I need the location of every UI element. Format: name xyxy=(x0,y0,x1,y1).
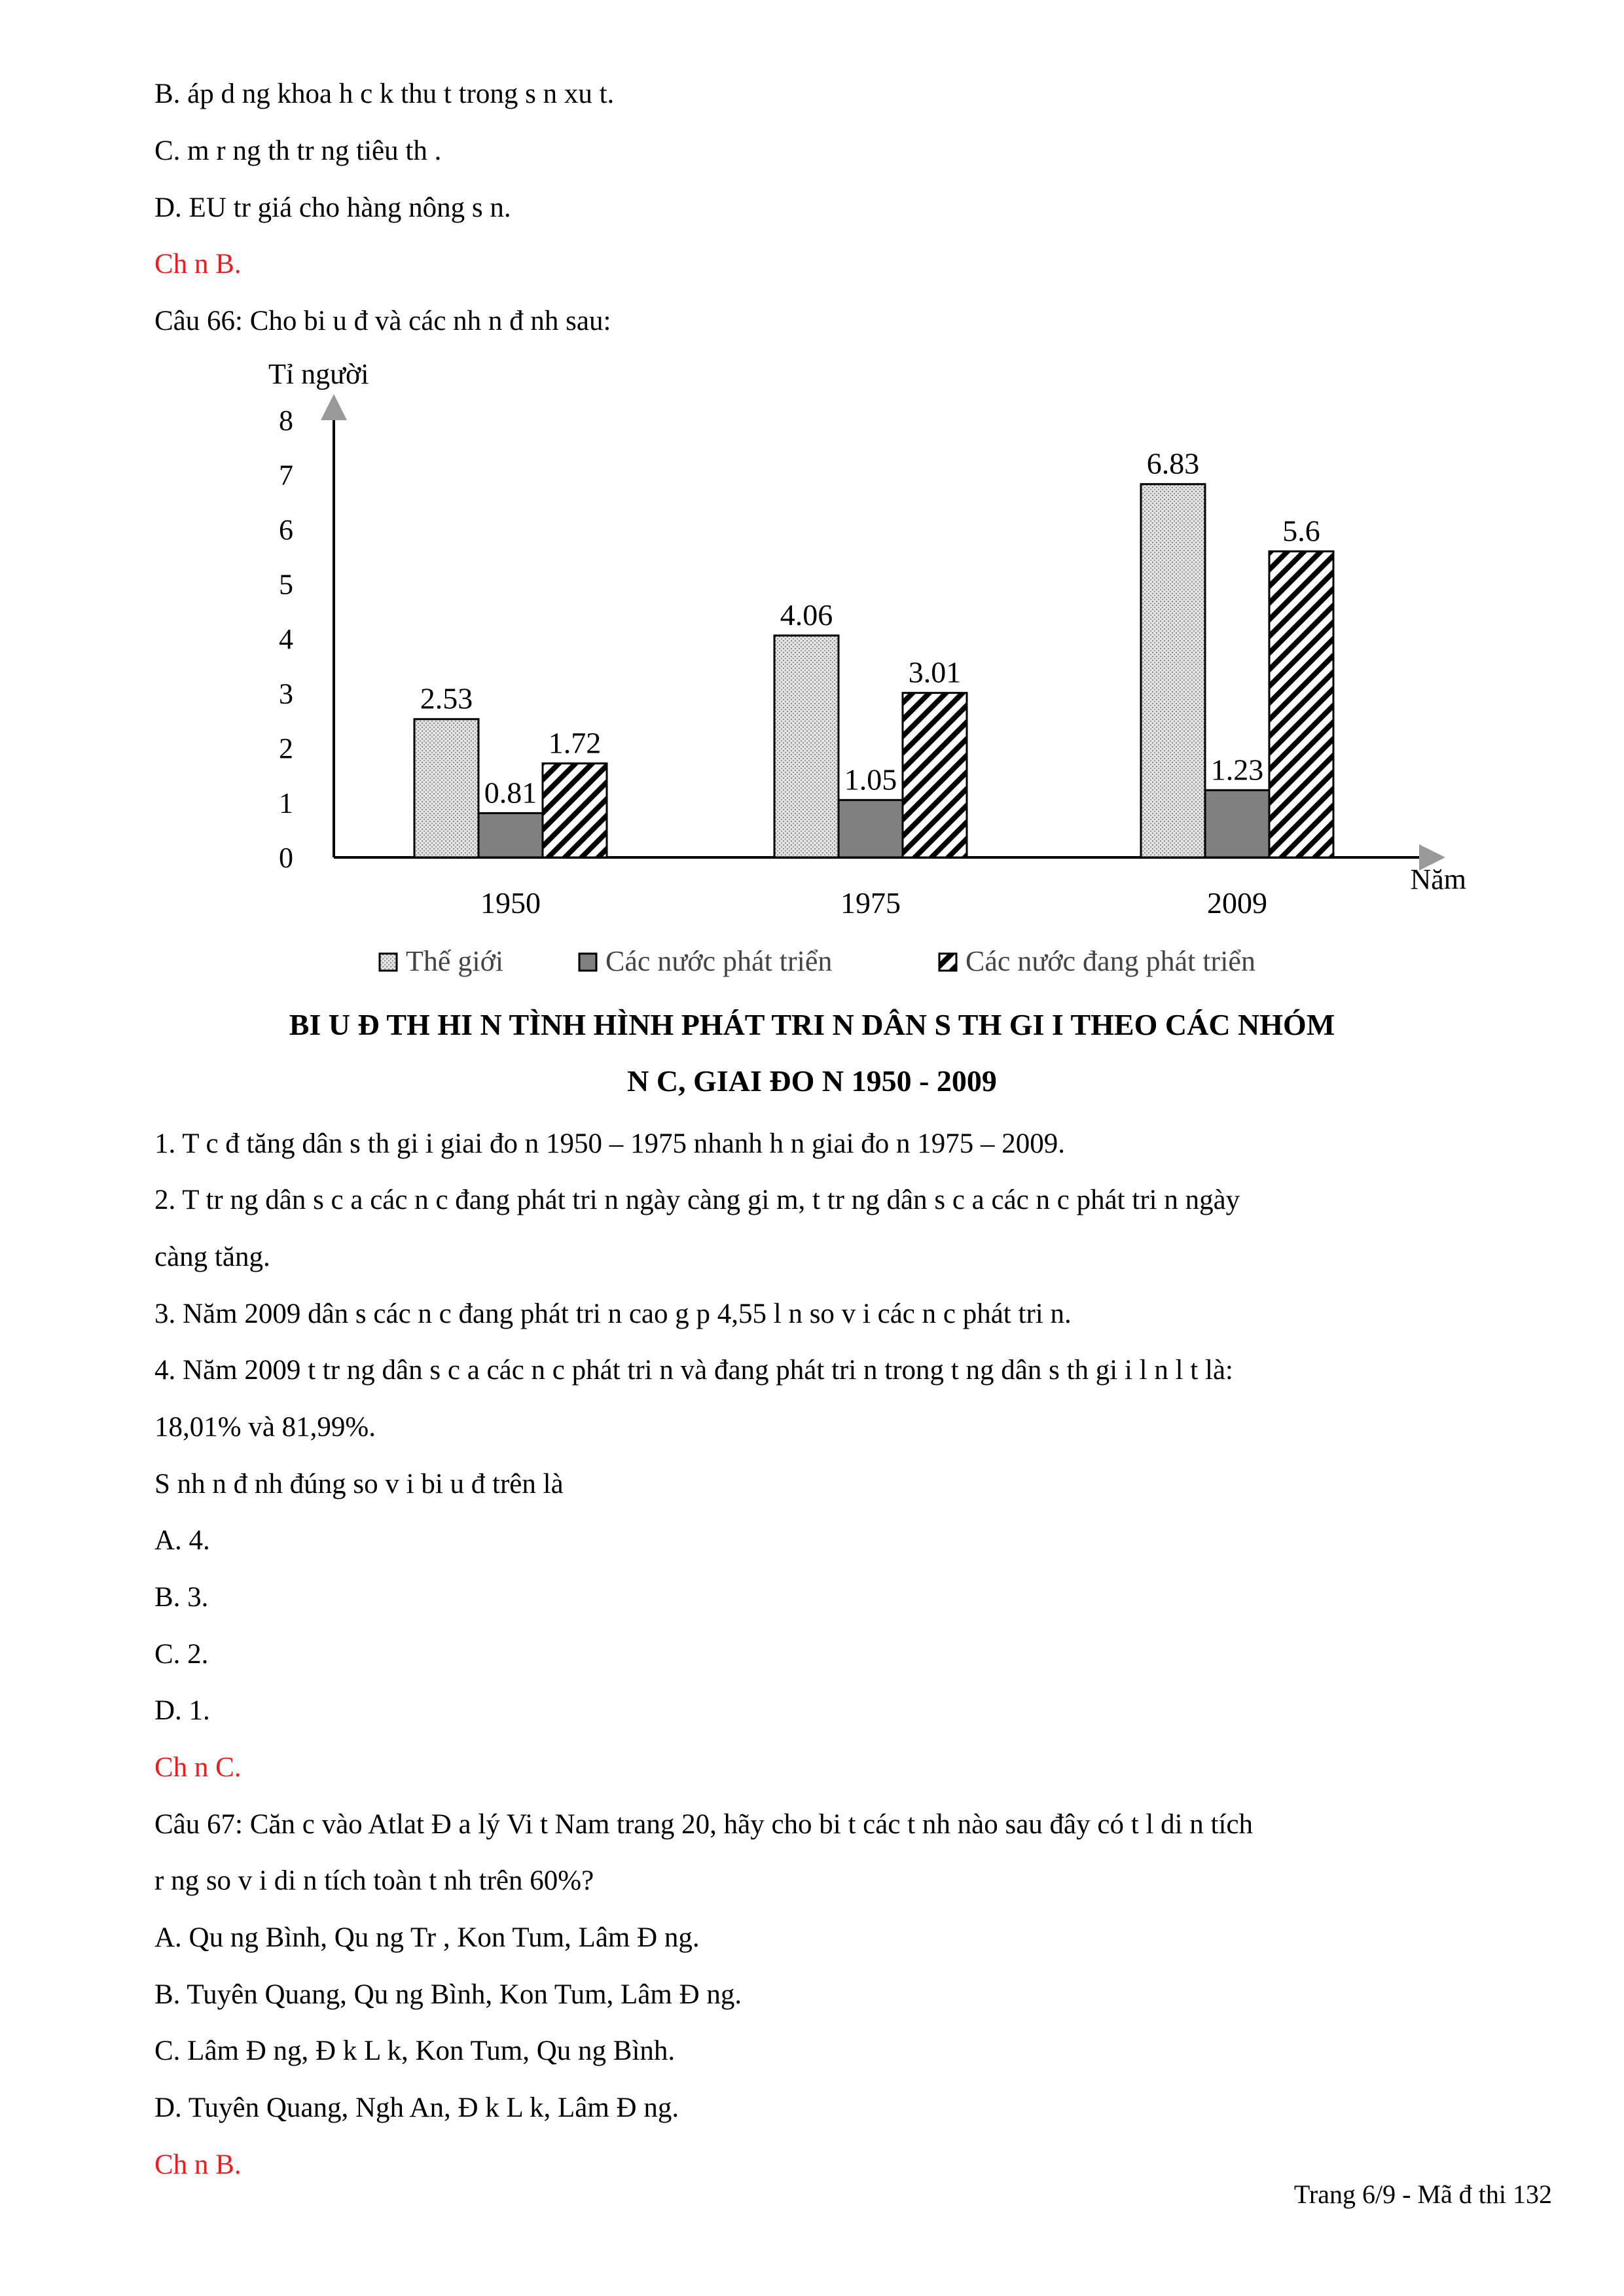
data-label-1950-series-2: 0.81 xyxy=(484,776,537,810)
y-tick-label: 3 xyxy=(279,677,293,710)
data-label-1950-series-1: 2.53 xyxy=(420,681,473,715)
q66-option-d: D. 1. xyxy=(154,1695,210,1726)
q66-statement-2-cont: càng tăng. xyxy=(154,1242,270,1272)
q67-option-d: D. Tuyên Quang, Ngh An, Đ k L k, Lâm Đ ng. xyxy=(154,2092,679,2123)
data-label-1950-series-3: 1.72 xyxy=(548,726,602,760)
q66-option-a: A. 4. xyxy=(154,1525,210,1556)
y-tick-label: 8 xyxy=(279,404,293,437)
data-label-2009-series-1: 6.83 xyxy=(1146,446,1200,480)
y-tick-label: 7 xyxy=(279,459,293,492)
q66-statement-4: 4. Năm 2009 t tr ng dân s c a các n c phát tri n và đang phát tri n trong t ng dân s th gi i l n l t là: xyxy=(154,1355,1233,1386)
x-tick-label: 1950 xyxy=(480,886,541,920)
q66-statement-3: 3. Năm 2009 dân s các n c đang phát tri n cao g p 4,55 l n so v i các n c phát tri n. xyxy=(154,1299,1072,1329)
x-tick-label: 2009 xyxy=(1207,886,1267,920)
bar-2009-series-1 xyxy=(1141,484,1205,857)
bar-1950-series-1 xyxy=(414,719,478,857)
prev-option-b: B. áp d ng khoa h c k thu t trong s n xu t. xyxy=(154,79,615,109)
population-bar-chart xyxy=(249,353,1479,1008)
y-tick-label: 5 xyxy=(279,568,293,601)
q66-answer: Ch n C. xyxy=(154,1752,242,1783)
legend-label-3: Các nước đang phát triển xyxy=(965,945,1255,977)
q67-option-b: B. Tuyên Quang, Qu ng Bình, Kon Tum, Lâm Đ ng. xyxy=(154,1979,742,2010)
q66-statement-1: 1. T c đ tăng dân s th gi i giai đo n 1950 – 1975 nhanh h n giai đo n 1975 – 2009. xyxy=(154,1128,1066,1159)
q67-option-a: A. Qu ng Bình, Qu ng Tr , Kon Tum, Lâm Đ ng. xyxy=(154,1922,700,1953)
legend-swatch-3 xyxy=(939,954,956,971)
chart-title-line-2: N C, GIAI ĐO N 1950 - 2009 xyxy=(627,1064,997,1098)
y-tick-label: 0 xyxy=(279,842,293,874)
q67-question-line-1: Câu 67: Căn c vào Atlat Đ a lý Vi t Nam trang 20, hãy cho bi t các t nh nào sau đây có t l di n tích xyxy=(154,1809,1254,1840)
chart-title-line-1: BI U Đ TH HI N TÌNH HÌNH PHÁT TRI N DÂN S TH GI I THEO CÁC NHÓM xyxy=(289,1008,1335,1041)
q66-question: Câu 66: Cho bi u đ và các nh n đ nh sau: xyxy=(154,306,611,336)
data-label-2009-series-2: 1.23 xyxy=(1210,753,1264,787)
y-tick-label: 6 xyxy=(279,514,293,546)
q66-option-b: B. 3. xyxy=(154,1582,209,1613)
bar-1975-series-2 xyxy=(839,800,903,857)
data-label-1975-series-1: 4.06 xyxy=(780,598,833,632)
prev-answer: Ch n B. xyxy=(154,249,242,279)
data-label-1975-series-2: 1.05 xyxy=(844,762,897,797)
q66-option-c: C. 2. xyxy=(154,1639,209,1670)
y-tick-label: 2 xyxy=(279,732,293,764)
q66-prompt: S nh n đ nh đúng so v i bi u đ trên là xyxy=(154,1469,564,1499)
q67-option-c: C. Lâm Đ ng, Đ k L k, Kon Tum, Qu ng Bình. xyxy=(154,2036,676,2066)
x-tick-label: 1975 xyxy=(840,886,901,920)
prev-option-d: D. EU tr giá cho hàng nông s n. xyxy=(154,192,511,223)
y-tick-label: 1 xyxy=(279,787,293,819)
q66-statement-2: 2. T tr ng dân s c a các n c đang phát tri n ngày càng gi m, t tr ng dân s c a các n c phát tri n ngày xyxy=(154,1185,1240,1215)
bar-2009-series-3 xyxy=(1269,551,1333,857)
q67-answer: Ch n B. xyxy=(154,2149,242,2180)
page-footer: Trang 6/9 - Mã đ thi 132 xyxy=(1293,2179,1552,2209)
bar-1950-series-2 xyxy=(478,813,543,857)
bar-2009-series-2 xyxy=(1205,790,1269,857)
x-axis-label: Năm xyxy=(1410,863,1466,895)
legend-swatch-2 xyxy=(579,954,596,971)
data-label-1975-series-3: 3.01 xyxy=(908,655,962,689)
bar-1950-series-3 xyxy=(543,763,607,857)
legend-label-2: Các nước phát triển xyxy=(605,945,833,977)
data-label-2009-series-3: 5.6 xyxy=(1282,514,1320,548)
legend-swatch-1 xyxy=(380,954,397,971)
legend-label-1: Thế giới xyxy=(406,945,504,977)
q66-statement-4-cont: 18,01% và 81,99%. xyxy=(154,1412,376,1443)
y-tick-label: 4 xyxy=(279,623,293,655)
prev-option-c: C. m r ng th tr ng tiêu th . xyxy=(154,135,442,166)
bar-1975-series-1 xyxy=(774,636,839,857)
y-axis-label: Tỉ người xyxy=(268,358,369,390)
bar-1975-series-3 xyxy=(903,693,967,857)
q67-question-line-2: r ng so v i di n tích toàn t nh trên 60%? xyxy=(154,1865,594,1896)
